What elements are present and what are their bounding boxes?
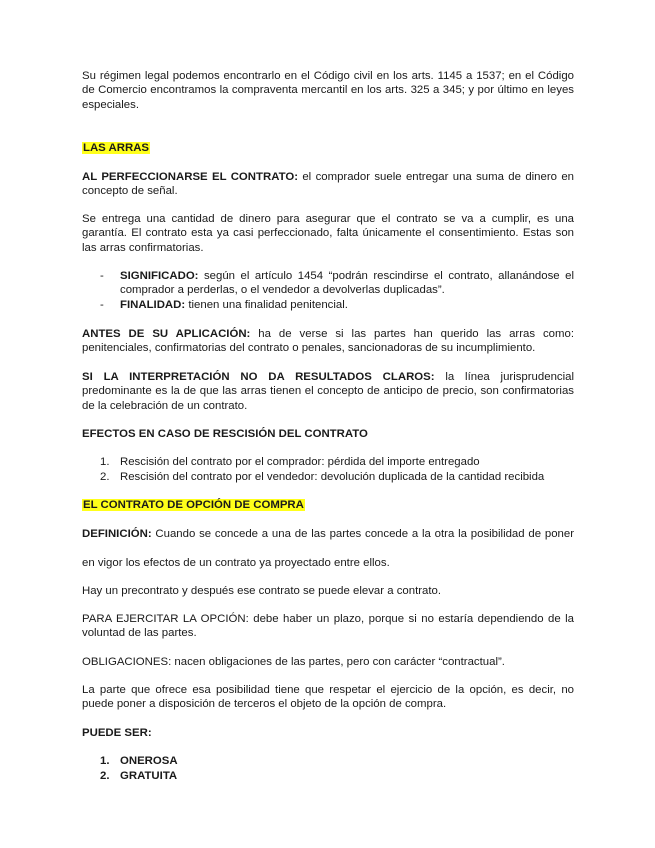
definicion-label: DEFINICIÓN: xyxy=(82,528,152,540)
perfeccionar-paragraph xyxy=(82,170,574,199)
interpretacion-text: la línea jurisprudencial predominante es la de que las arras tienen el concepto de anticipo de precio, son confirmatorias de la celebración de un contrato. xyxy=(82,371,574,412)
interpretacion-label: SI LA INTERPRETACIÓN NO DA RESULTADOS CLAROS: xyxy=(82,371,435,383)
finalidad-label: FINALIDAD: xyxy=(120,299,186,311)
antes-label: ANTES DE SU APLICACIÓN: xyxy=(82,328,251,340)
bullet-marker: - xyxy=(100,299,104,311)
efecto-number: 1. xyxy=(100,456,110,468)
garantia-paragraph: Se entrega una cantidad de dinero para asegurar que el contrato se va a cumplir, es una garantía. El contrato esta ya casi perfeccionado, falta únicamente el consentimiento. Estas son las arras confirmatorias. xyxy=(82,213,574,254)
puede-ser-heading: PUEDE SER: xyxy=(82,727,152,739)
definicion-text: Cuando se concede a una de las partes concede a la otra la posibilidad de poner xyxy=(151,528,574,540)
tipo-gratuita: GRATUITA xyxy=(120,770,178,782)
significado-text: según el artículo 1454 “podrán rescindirse el contrato, allanándose el comprador a perderlas, o el vendedor a devolverlas duplicadas”. xyxy=(120,270,574,297)
efectos-heading: EFECTOS EN CASO DE RESCISIÓN DEL CONTRATO xyxy=(82,428,368,440)
perfeccionar-text: el comprador suele entregar una suma de dinero en concepto de señal. xyxy=(82,171,574,198)
interpretacion-paragraph xyxy=(82,370,574,413)
opcion-heading-highlight: EL CONTRATO DE OPCIÓN DE COMPRA xyxy=(83,499,304,511)
tipo-onerosa: ONEROSA xyxy=(120,755,178,767)
efecto-comprador: Rescisión del contrato por el comprador: pérdida del importe entregado xyxy=(120,456,480,468)
intro-paragraph: Su régimen legal podemos encontrarlo en el Código civil en los arts. 1145 a 1537; en el Código de Comercio encontramos la compraventa mercantil en los arts. 325 a 345; y por último en leyes especiales. xyxy=(82,70,574,111)
ejercitar-paragraph: PARA EJERCITAR LA OPCIÓN: debe haber un plazo, porque si no estaría dependiendo de la voluntad de las partes. xyxy=(82,613,574,640)
obligaciones-paragraph: OBLIGACIONES: nacen obligaciones de las partes, pero con carácter “contractual”. xyxy=(82,656,505,668)
efecto-number: 2. xyxy=(100,471,110,483)
bullet-significado xyxy=(120,269,574,298)
opcion-heading xyxy=(82,498,574,512)
tipo-number: 2. xyxy=(100,770,110,782)
efecto-vendedor: Rescisión del contrato por el vendedor: devolución duplicada de la cantidad recibida xyxy=(120,471,545,483)
bullet-finalidad xyxy=(120,298,574,312)
definicion-line2: en vigor los efectos de un contrato ya proyectado entre ellos. xyxy=(82,557,390,569)
tipo-number: 1. xyxy=(100,755,110,767)
arras-heading-highlight: LAS ARRAS xyxy=(83,142,150,154)
definicion-paragraph xyxy=(82,527,574,541)
finalidad-text: tienen una finalidad penitencial. xyxy=(185,299,348,311)
antes-text: ha de verse si las partes han querido las arras como: penitenciales, confirmatorias del contrato o penales, sancionadoras de su incumplimiento. xyxy=(82,328,574,355)
perfeccionar-label: AL PERFECCIONARSE EL CONTRATO: xyxy=(82,171,298,183)
respetar-paragraph: La parte que ofrece esa posibilidad tiene que respetar el ejercicio de la opción, es decir, no puede poner a disposición de terceros el objeto de la opción de compra. xyxy=(82,684,574,711)
precontrato-paragraph: Hay un precontrato y después ese contrato se puede elevar a contrato. xyxy=(82,585,442,597)
antes-paragraph xyxy=(82,327,574,356)
bullet-marker: - xyxy=(100,270,104,282)
significado-label: SIGNIFICADO: xyxy=(120,270,199,282)
arras-heading xyxy=(82,141,574,155)
